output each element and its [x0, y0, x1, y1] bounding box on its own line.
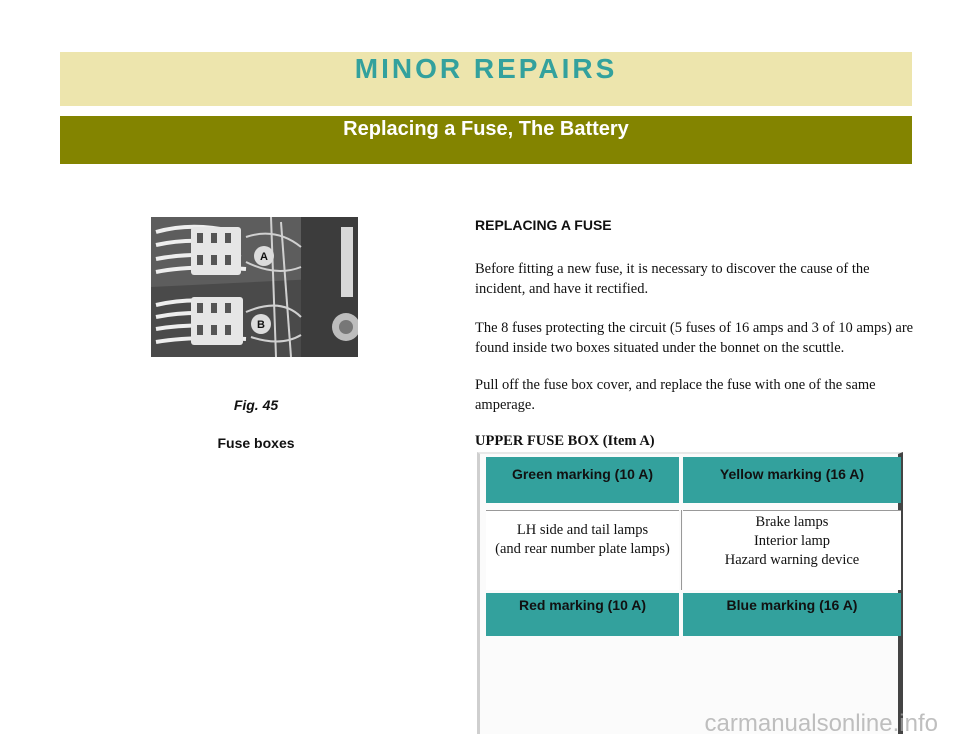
paragraph-3: Pull off the fuse box cover, and replace the fuse with one of the same amperage. [475, 377, 876, 413]
watermark: carmanualsonline.info [704, 710, 938, 737]
figure-caption: Fuse boxes [217, 435, 295, 451]
fuse-table [477, 452, 903, 734]
page-title: MINOR REPAIRS [354, 53, 618, 84]
upper-fuse-box-heading: UPPER FUSE BOX (Item A) [475, 433, 655, 449]
yellow-item: Interior lamp [753, 533, 831, 549]
callout-a: A [260, 251, 268, 263]
section-heading: REPLACING A FUSE [475, 217, 612, 233]
fuse-boxes-photo [151, 217, 358, 357]
title-banner [60, 52, 912, 106]
blue-marking-header: Blue marking (16 A) [683, 593, 901, 636]
yellow-fuse-cell [683, 510, 901, 590]
yellow-item: Hazard warning device [724, 552, 860, 568]
yellow-marking-header: Yellow marking (16 A) [683, 457, 901, 503]
red-marking-header: Red marking (10 A) [486, 593, 679, 636]
figure-number: Fig. 45 [233, 397, 279, 413]
paragraph-1: Before fitting a new fuse, it is necessary to discover the cause of the incident, and have it rectified. [475, 261, 870, 297]
subtitle-banner [60, 116, 912, 164]
green-fuse-cell [486, 510, 679, 590]
green-marking-header: Green marking (10 A) [486, 457, 679, 503]
column-divider [681, 510, 682, 590]
callout-b: B [257, 319, 265, 331]
green-item: LH side and tail lamps [516, 522, 649, 538]
green-item: (and rear number plate lamps) [495, 541, 670, 557]
yellow-item: Brake lamps [755, 514, 829, 530]
paragraph-2: The 8 fuses protecting the circuit (5 fuses of 16 amps and 3 of 10 amps) are found inside two boxes situated under the bonnet on the scuttle. [475, 320, 914, 356]
page-subtitle: Replacing a Fuse, The Battery [343, 118, 629, 140]
